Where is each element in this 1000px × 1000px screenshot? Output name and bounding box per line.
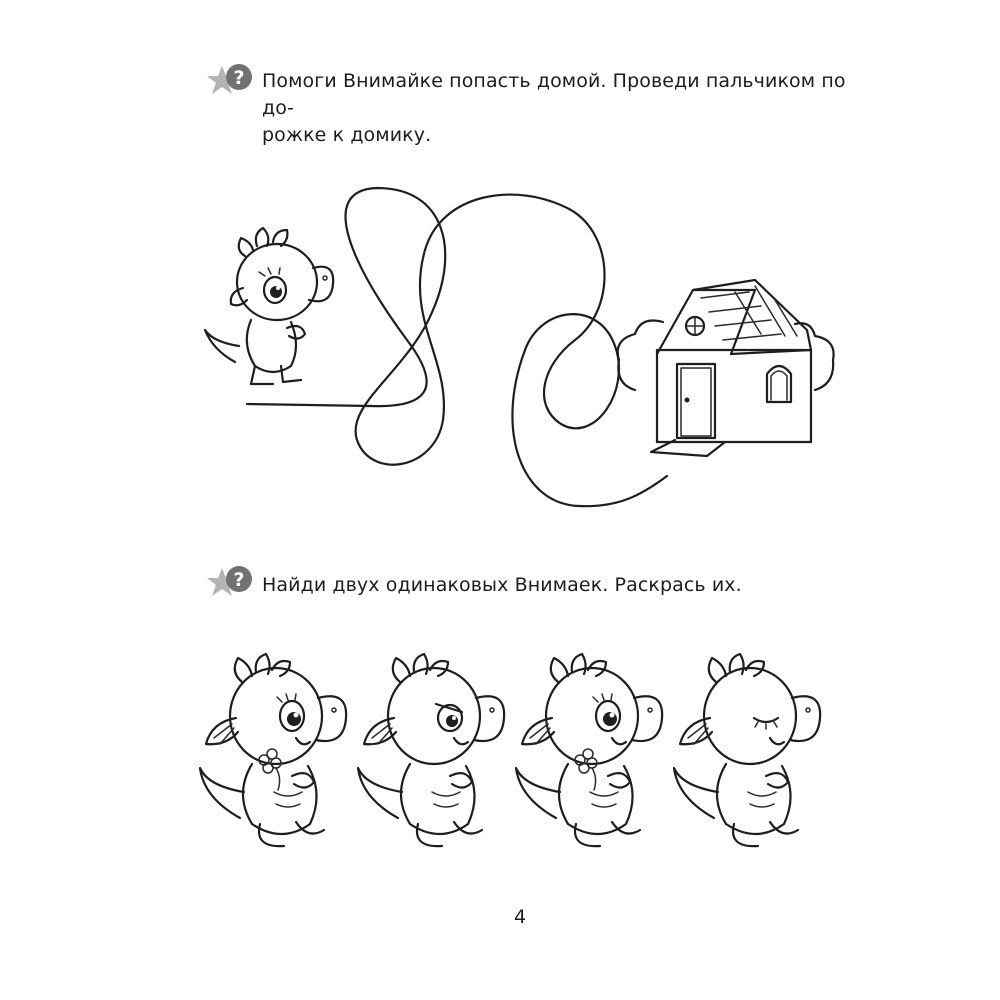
dragon-option-2[interactable] <box>358 654 504 846</box>
dragon-option-4[interactable] <box>674 654 820 846</box>
dragon-start-icon <box>205 228 333 384</box>
maze-illustration <box>195 170 855 530</box>
flower-icon <box>575 749 597 790</box>
star-question-icon <box>206 60 252 100</box>
page-number: 4 <box>513 906 527 928</box>
flower-icon <box>259 749 281 790</box>
dragon-option-1[interactable] <box>200 654 346 846</box>
dragon-option-3[interactable] <box>516 654 662 846</box>
task-2-instruction: Найди двух одинаковых Внимаек. Раскрась их. <box>262 574 742 596</box>
dragons-row <box>196 642 836 862</box>
maze-path <box>247 188 667 506</box>
task-1-instruction: Помоги Внимайке попасть домой. Проведи пальчиком по до- рожке к домику. <box>262 70 846 146</box>
svg-text:?: ? <box>233 67 245 89</box>
house-icon <box>618 280 834 456</box>
svg-text:?: ? <box>233 569 245 591</box>
star-question-icon <box>206 562 252 602</box>
